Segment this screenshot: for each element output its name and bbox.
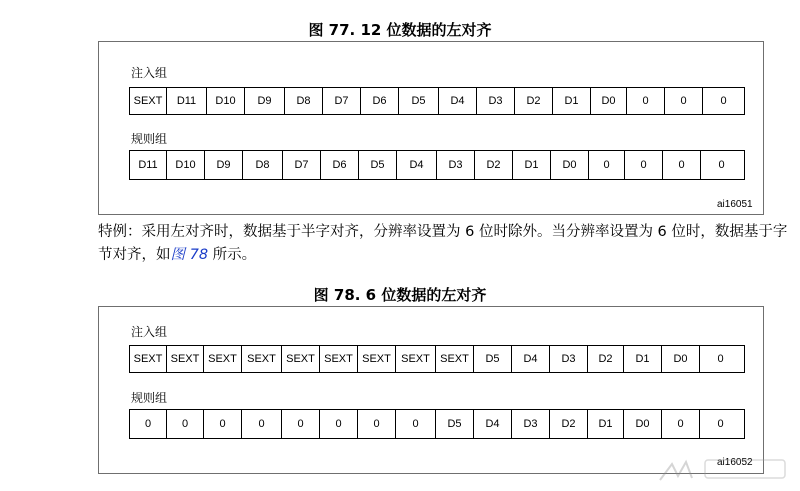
figure-78-link[interactable]: 图 78 [170, 247, 209, 263]
bit-cell: D1 [588, 410, 624, 438]
bit-cell: D0 [591, 88, 627, 114]
paragraph-text: 特例：采用左对齐时，数据基于半字对齐，分辨率设置为 6 位时除外。当分辨率设置为 6 位时，数据基于字节对齐，如 [98, 224, 788, 263]
injected-group-label: 注入组 [131, 66, 168, 80]
injected-register [129, 345, 745, 373]
bit-cell: D11 [130, 151, 167, 179]
bit-cell: D6 [321, 151, 359, 179]
injected-group-label: 注入组 [131, 325, 168, 339]
bit-cell: D2 [515, 88, 553, 114]
bit-cell: D5 [399, 88, 439, 114]
bit-cell: SEXT [358, 346, 396, 372]
bit-cell: D2 [475, 151, 513, 179]
bit-cell: SEXT [320, 346, 358, 372]
bit-cell: SEXT [204, 346, 242, 372]
bit-cell: D9 [245, 88, 285, 114]
bit-cell: D0 [624, 410, 662, 438]
bit-cell: 0 [627, 88, 665, 114]
bit-cell: 0 [589, 151, 625, 179]
bit-cell: 0 [204, 410, 242, 438]
bit-cell: D2 [588, 346, 624, 372]
bit-cell: D3 [477, 88, 515, 114]
regular-group-label: 规则组 [131, 132, 168, 146]
watermark-logo [650, 442, 800, 491]
bit-cell: SEXT [167, 346, 204, 372]
bit-cell: D9 [205, 151, 243, 179]
bit-cell: D11 [167, 88, 207, 114]
bit-cell: SEXT [396, 346, 436, 372]
bit-cell: D4 [512, 346, 550, 372]
bit-cell: D8 [285, 88, 323, 114]
body-paragraph [98, 221, 788, 267]
bit-cell: D10 [207, 88, 245, 114]
regular-register [129, 150, 745, 180]
figure-code: ai16052 [717, 457, 753, 468]
bit-cell: 0 [663, 151, 701, 179]
bit-cell: D1 [624, 346, 662, 372]
bit-cell: D4 [474, 410, 512, 438]
bit-cell: D4 [397, 151, 437, 179]
figure-77-frame [98, 41, 764, 215]
bit-cell: 0 [320, 410, 358, 438]
bit-cell: 0 [717, 418, 724, 430]
bit-cell: D7 [283, 151, 321, 179]
bit-cell: D0 [551, 151, 589, 179]
bit-cell: 0 [720, 95, 727, 107]
bit-cell: SEXT [436, 346, 474, 372]
bit-cell: D5 [474, 346, 512, 372]
bit-cell: 0 [358, 410, 396, 438]
bit-cell: 0 [662, 410, 700, 438]
bit-cell: 0 [717, 353, 724, 365]
bit-cell: SEXT [282, 346, 320, 372]
regular-register [129, 409, 745, 439]
bit-cell: 0 [242, 410, 282, 438]
bit-cell: SEXT [130, 88, 167, 114]
paragraph-text-end: 所示。 [208, 247, 257, 263]
bit-cell: D0 [662, 346, 700, 372]
bit-cell: 0 [665, 88, 703, 114]
bit-cell: D1 [513, 151, 551, 179]
bit-cell: 0 [167, 410, 204, 438]
bit-cell: D3 [437, 151, 475, 179]
bit-cell: D2 [550, 410, 588, 438]
bit-cell: D3 [550, 346, 588, 372]
bit-cell: 0 [625, 151, 663, 179]
bit-cell: D6 [361, 88, 399, 114]
figure-code: ai16051 [717, 199, 753, 210]
bit-cell: 0 [130, 410, 167, 438]
bit-cell: D5 [359, 151, 397, 179]
figure-78-title: 图 78. 6 位数据的左对齐 [313, 286, 487, 304]
bit-cell: 0 [718, 159, 725, 171]
injected-register [129, 87, 745, 115]
bit-cell: 0 [282, 410, 320, 438]
bit-cell: D8 [243, 151, 283, 179]
bit-cell: SEXT [130, 346, 167, 372]
bit-cell: D3 [512, 410, 550, 438]
bit-cell: D10 [167, 151, 205, 179]
figure-77-title: 图 77. 12 位数据的左对齐 [308, 21, 492, 39]
bit-cell: D1 [553, 88, 591, 114]
bit-cell: 0 [396, 410, 436, 438]
bit-cell: D4 [439, 88, 477, 114]
bit-cell: D5 [436, 410, 474, 438]
bit-cell: D7 [323, 88, 361, 114]
regular-group-label: 规则组 [131, 391, 168, 405]
bit-cell: SEXT [242, 346, 282, 372]
